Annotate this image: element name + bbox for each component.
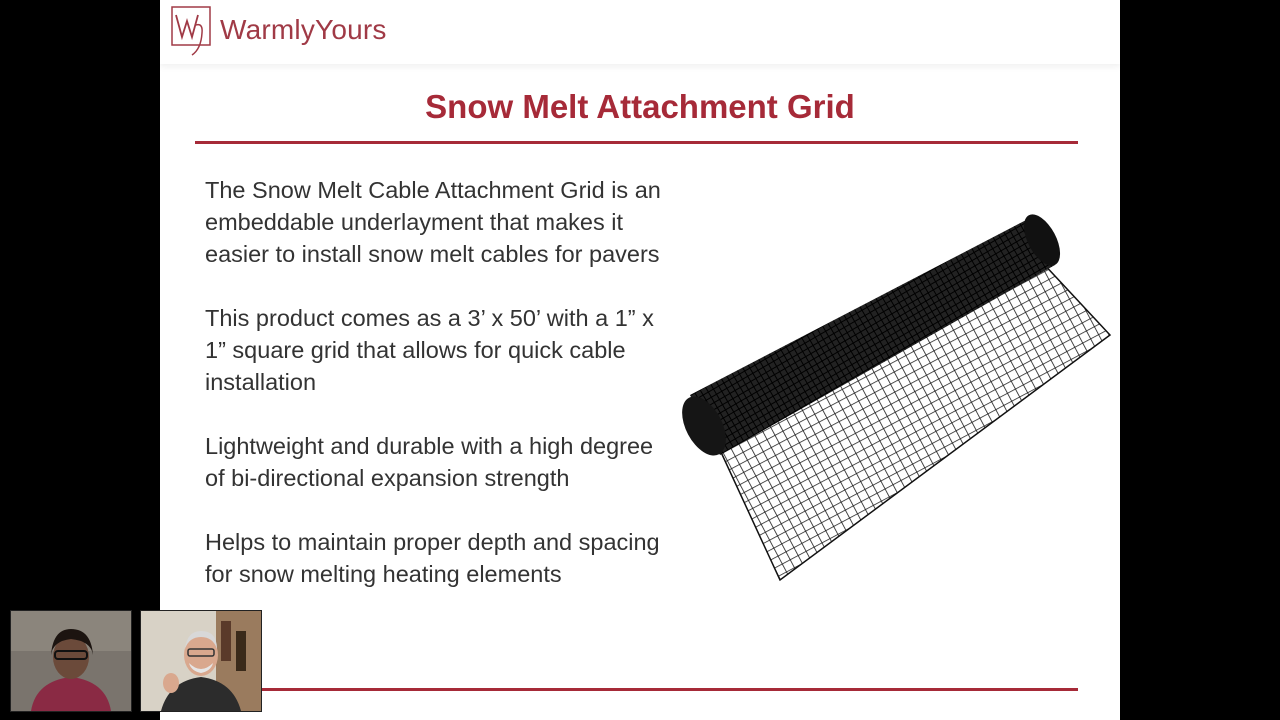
- slide-header: [160, 0, 1120, 64]
- title-divider: [195, 141, 1078, 144]
- participant-video-1[interactable]: [10, 610, 132, 712]
- bullet-item: Helps to maintain proper depth and spacing for snow melting heating elements: [205, 529, 660, 587]
- footer-divider: [195, 688, 1078, 691]
- brand-name: WarmlyYours: [220, 14, 387, 45]
- presentation-slide: [160, 0, 1120, 720]
- logo-icon: [170, 5, 216, 55]
- rolled-mesh-grid-image: [680, 200, 1120, 590]
- bullet-item: Lightweight and durable with a high degree of bi-directional expansion strength: [205, 433, 654, 491]
- slide-title: Snow Melt Attachment Grid: [425, 88, 855, 125]
- bullet-list: [205, 174, 675, 622]
- bullet-item: The Snow Melt Cable Attachment Grid is an embeddable underlayment that makes it easier to install snow melt cables for pavers: [205, 177, 661, 267]
- bullet-item: This product comes as a 3’ x 50’ with a 1” x 1” square grid that allows for quick cable installation: [205, 305, 654, 395]
- participant-video-2[interactable]: [140, 610, 262, 712]
- brand-logo: [170, 5, 387, 55]
